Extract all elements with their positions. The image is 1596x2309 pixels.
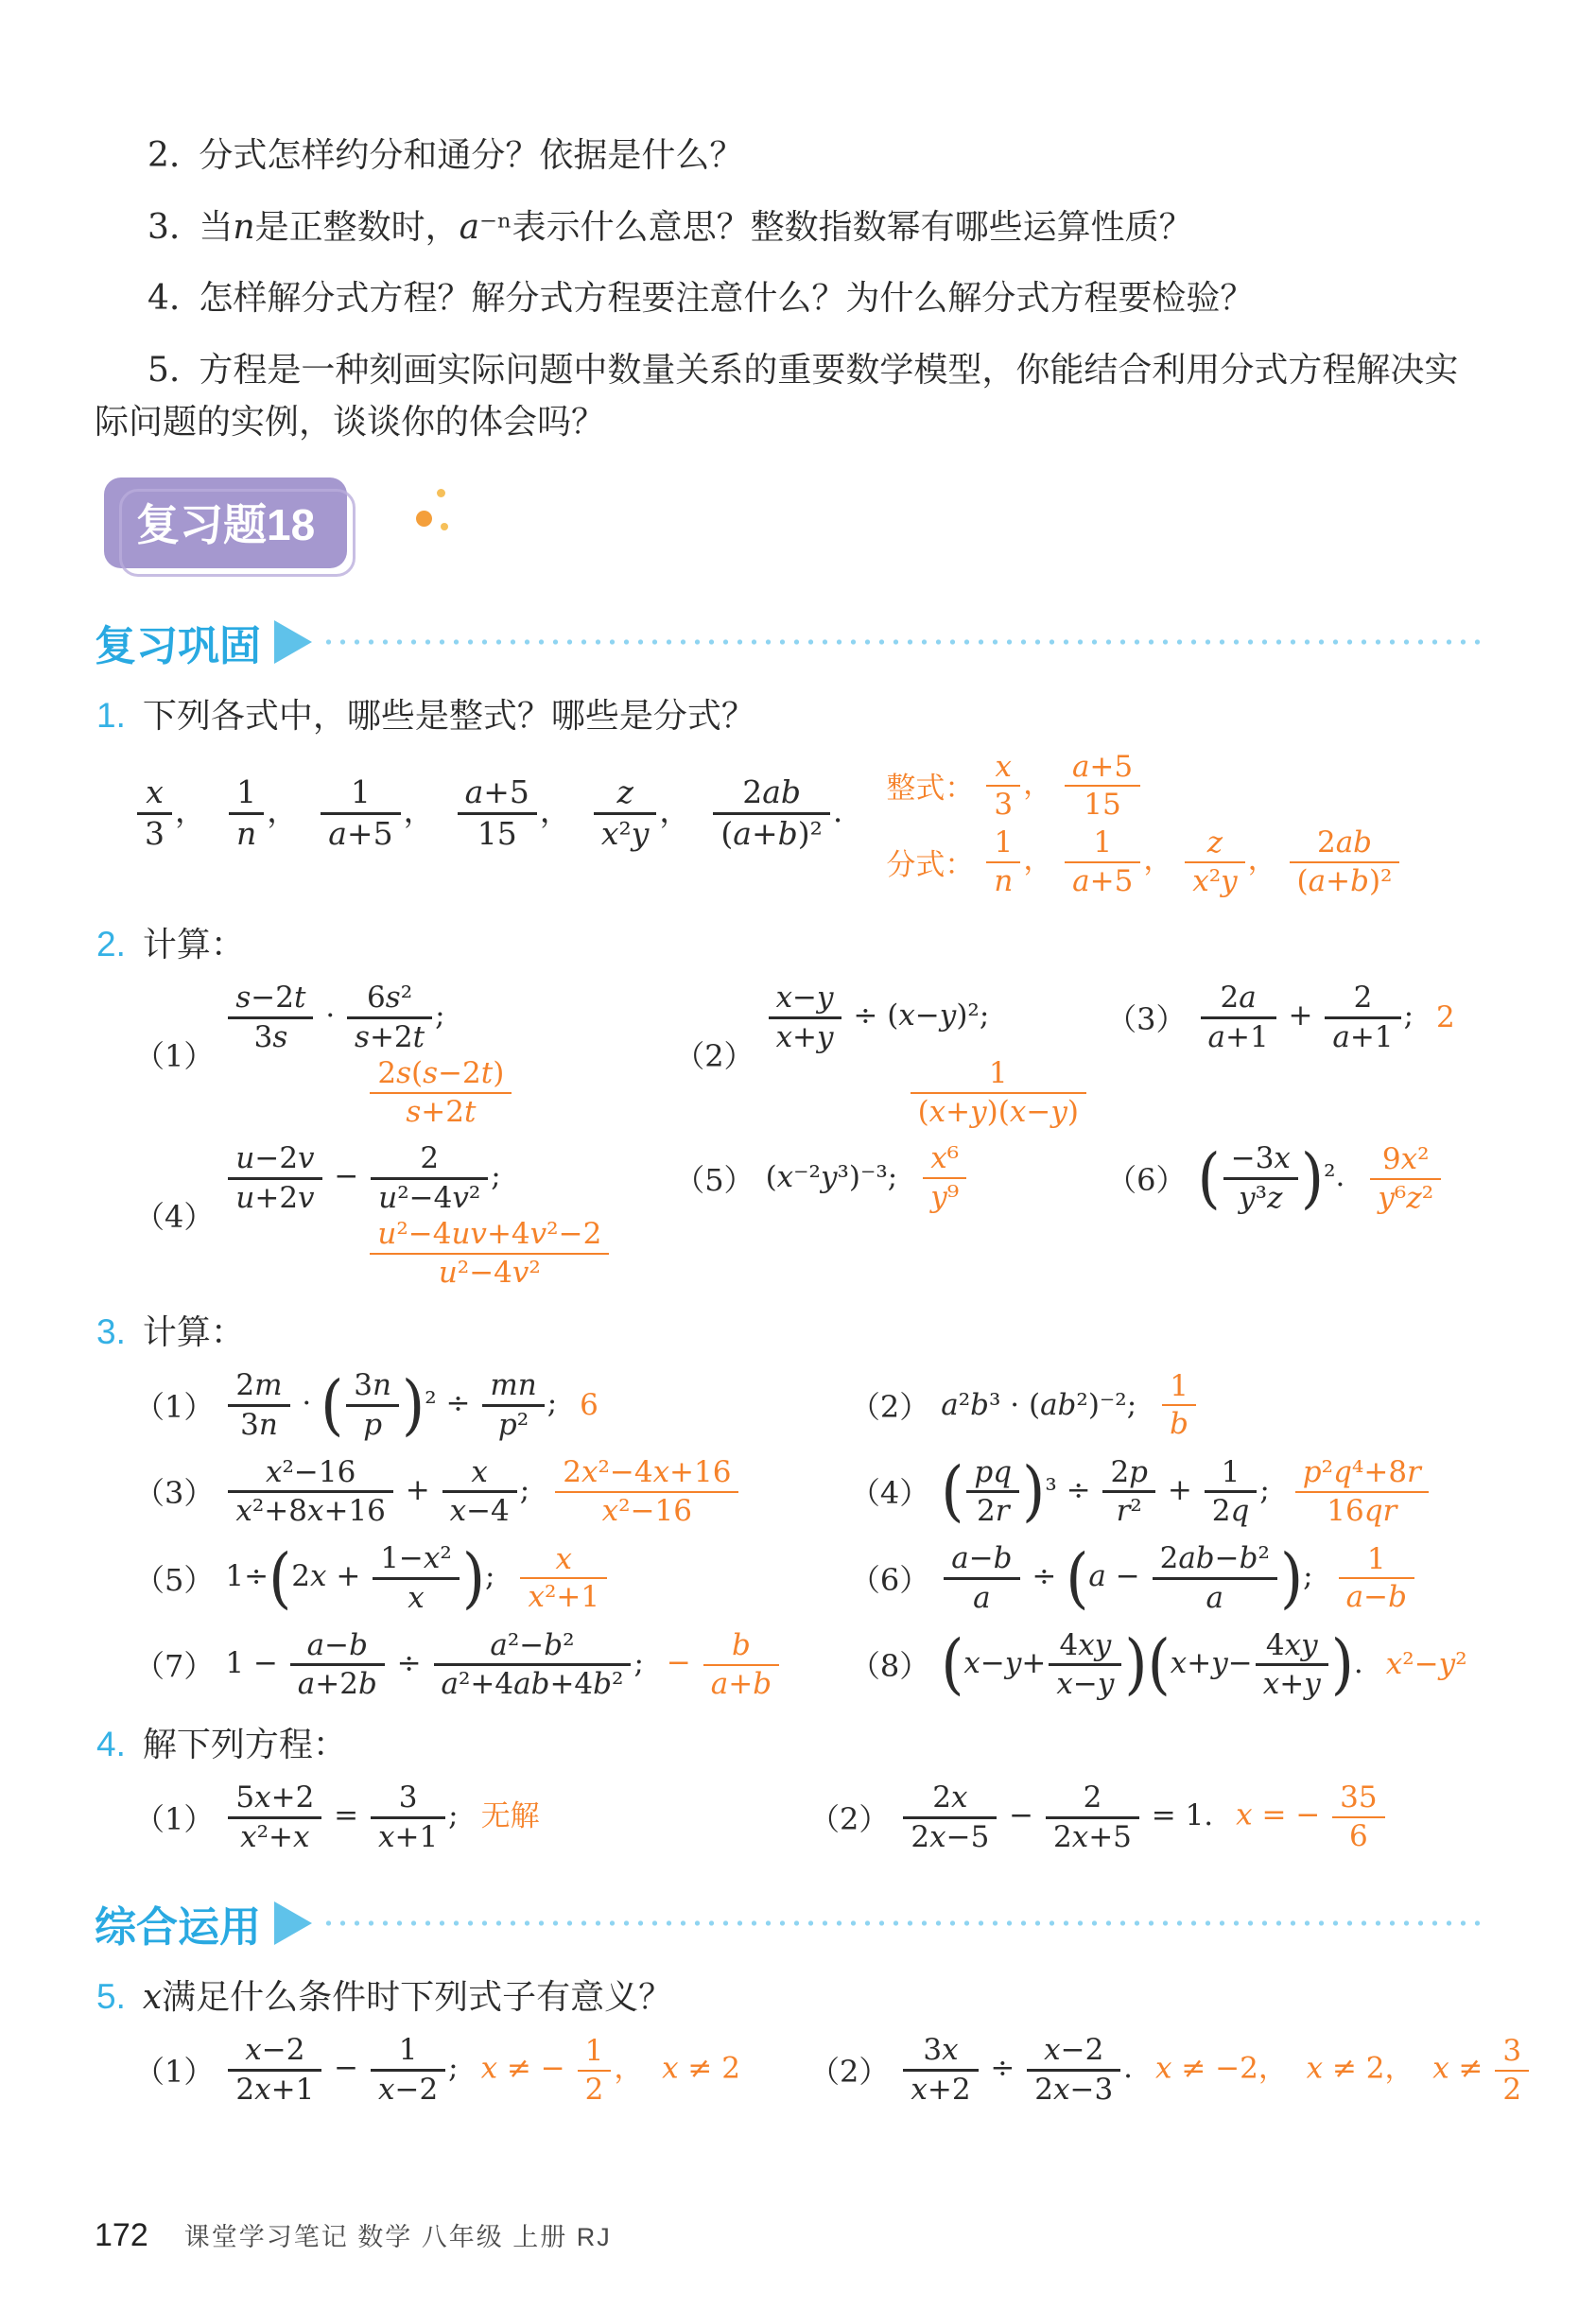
math-row bbox=[95, 1138, 1484, 1290]
exercise-item bbox=[1106, 1138, 1484, 1217]
math-expression: $\frac{\text{x²−16}}{\text{x²+8x+16}}$ + $\frac{x}{x-4}$ ; bbox=[225, 1455, 529, 1528]
dotted-line bbox=[321, 1919, 1484, 1927]
answer-math: x ≠ −2， x ≠ 2， x ≠ $\frac{3}{2}$ bbox=[1155, 2034, 1532, 2106]
badge-label: 复习题18 bbox=[136, 499, 316, 549]
exercise-item bbox=[134, 2033, 809, 2106]
answer-label: 分式： bbox=[886, 847, 975, 882]
answer-math: 2 bbox=[1436, 999, 1455, 1034]
answer-math: − $\frac{b}{a+b}$ bbox=[667, 1628, 782, 1700]
question-prompt: 计算： bbox=[142, 926, 245, 965]
exercise-item bbox=[674, 1141, 1106, 1213]
exercise-item bbox=[849, 1624, 1484, 1703]
math-row bbox=[95, 981, 1484, 1128]
math-expression: $\frac{x-y}{x+y}$ ÷ (x−y)²; bbox=[766, 981, 990, 1053]
math-expression: a²b³ · (ab²)⁻²; bbox=[941, 1387, 1137, 1422]
item-label: （8） bbox=[849, 1648, 930, 1685]
math-expression: $\frac{2x}{2x-5}$ − $\frac{2}{2x+5}$ = 1. bbox=[900, 1780, 1213, 1853]
exercise-item bbox=[850, 1369, 1484, 1441]
review-badge-row bbox=[104, 477, 1484, 572]
answer-math: x²−y² bbox=[1385, 1646, 1467, 1681]
question-number: 2. bbox=[96, 925, 126, 964]
review-exercise-badge bbox=[104, 477, 347, 568]
dotted-line bbox=[321, 638, 1484, 646]
answer-math: 无解 bbox=[480, 1799, 540, 1834]
item-label: （3） bbox=[1106, 1001, 1187, 1038]
intro-item bbox=[95, 130, 1484, 182]
question-head bbox=[95, 1718, 1484, 1771]
intro-item-number: 5. bbox=[147, 351, 181, 391]
intro-item-number: 4. bbox=[147, 279, 181, 319]
math-expression: $\frac{x}{3}$ ， $\frac{1}{n}$ ， $\frac{1}{a+5}$ ， $\frac{a+5}{15}$ ， $\frac{z}{\text{x²y}}$ ， $\frac{2ab}{\text{(a+b)²}}$ . bbox=[134, 774, 842, 852]
intro-item-text: 方程是一种刻画实际问题中数量关系的重要数学模型，你能结合利用分式方程解决实际问题的实例，谈谈你的体会吗？ bbox=[95, 351, 1459, 442]
intro-item-text: 分式怎样约分和通分？依据是什么？ bbox=[199, 136, 744, 175]
math-row bbox=[95, 1780, 1484, 1853]
exercise-item bbox=[134, 1780, 809, 1853]
footer-text: 课堂学习笔记 数学 八年级 上册 RJ bbox=[183, 2223, 612, 2251]
answer-math: $\frac{1}{b}$ bbox=[1159, 1369, 1199, 1441]
item-label: （2） bbox=[809, 2054, 890, 2091]
item-label: （1） bbox=[134, 1800, 215, 1837]
question-prompt: 下列各式中，哪些是整式？哪些是分式？ bbox=[142, 696, 755, 736]
math-row bbox=[95, 1624, 1484, 1703]
exercise-item bbox=[134, 981, 674, 1128]
answer-math: $\frac{\text{9x²}}{\text{y⁶z²}}$ bbox=[1367, 1142, 1444, 1214]
sparkle-icon bbox=[441, 523, 448, 530]
math-expression: $\frac{3x}{x+2}$ ÷ $\frac{x-2}{2x-3}$ . bbox=[900, 2033, 1133, 2106]
sparkle-icon bbox=[416, 511, 432, 527]
answer-math: $\frac{\text{u²−4uv+4v²−2}}{\text{u²−4v²}}$ bbox=[367, 1217, 612, 1289]
answer-math: $\frac{\text{x⁶}}{\text{y⁹}}$ bbox=[920, 1141, 969, 1213]
intro-item bbox=[95, 273, 1484, 325]
math-expression: ( $\frac{-3x}{\text{y³z}}$ )². bbox=[1197, 1138, 1345, 1217]
exercise-item bbox=[134, 1628, 850, 1701]
intro-questions bbox=[95, 130, 1484, 449]
answer-math: $\frac{1}{n}$ ， $\frac{1}{a+5}$ ， $\frac{z}{\text{x²y}}$ ， $\frac{2ab}{\text{(a+b)²}}$ bbox=[983, 825, 1402, 897]
math-expression: $\frac{5x+2}{\text{x²+x}}$ = $\frac{3}{x+1}$ ; bbox=[225, 1780, 458, 1853]
math-expression: $\frac{2a}{a+1}$ + $\frac{2}{a+1}$ ; bbox=[1198, 981, 1414, 1053]
exercise-item bbox=[849, 1451, 1484, 1530]
item-label: （1） bbox=[134, 2054, 215, 2091]
intro-item-text: 当n是正整数时，a⁻ⁿ表示什么意思？整数指数幂有哪些运算性质？ bbox=[199, 207, 1193, 247]
intro-item-number: 3. bbox=[147, 207, 181, 247]
page-number: 172 bbox=[95, 2217, 148, 2253]
item-label: （3） bbox=[134, 1475, 215, 1512]
answer-math: $\frac{x}{3}$ ， $\frac{a+5}{15}$ bbox=[983, 750, 1143, 822]
item-label: （4） bbox=[134, 1199, 215, 1236]
item-label: （1） bbox=[134, 1038, 215, 1075]
section-title: 综合运用 bbox=[95, 1904, 261, 1952]
item-label: （5） bbox=[674, 1161, 755, 1198]
intro-item bbox=[95, 202, 1484, 254]
question-head bbox=[95, 1306, 1484, 1359]
math-expression: $\frac{s-2t}{3s}$ · $\frac{\text{6s²}}{s+2t}$ ; bbox=[225, 981, 444, 1053]
math-expression: 1÷(2x + $\frac{\text{1−x²}}{x}$ ); bbox=[225, 1538, 495, 1617]
answer-label: 整式： bbox=[886, 772, 975, 807]
math-row bbox=[95, 1365, 1484, 1444]
question-number: 1. bbox=[96, 695, 126, 735]
section-title: 复习巩固 bbox=[95, 622, 261, 669]
answer-math: $\frac{x}{\text{x²+1}}$ bbox=[517, 1542, 610, 1614]
question-head bbox=[95, 689, 1484, 742]
exercise-item bbox=[809, 2033, 1522, 2108]
question-prompt: x满足什么条件时下列式子有意义？ bbox=[142, 1978, 673, 2018]
item-label: （6） bbox=[849, 1561, 930, 1598]
exercise-item bbox=[134, 1538, 850, 1617]
intro-item-number: 2. bbox=[147, 136, 181, 175]
question-3 bbox=[95, 1306, 1484, 1701]
question-number: 5. bbox=[96, 1977, 126, 2017]
exercise-item bbox=[674, 981, 1106, 1128]
item-label: （1） bbox=[134, 1388, 215, 1425]
item-label: （2） bbox=[674, 1038, 755, 1075]
answer-annotation bbox=[886, 750, 1402, 902]
question-number: 4. bbox=[96, 1724, 126, 1763]
triangle-icon bbox=[274, 620, 312, 664]
answer-math: $\frac{1}{(x+y)(x-y)}$ bbox=[908, 1056, 1089, 1128]
question-2 bbox=[95, 918, 1484, 1289]
item-label: （4） bbox=[849, 1475, 930, 1512]
question-head bbox=[95, 918, 1484, 971]
exercise-item bbox=[134, 1365, 850, 1444]
item-label: （2） bbox=[849, 1388, 930, 1425]
question-head bbox=[95, 1970, 1484, 2023]
math-row bbox=[95, 1538, 1484, 1617]
math-expression: $\frac{u-2v}{u+2v}$ − $\frac{2}{\text{u²−4v²}}$ ; bbox=[225, 1141, 500, 1214]
answer-math: 6 bbox=[580, 1387, 598, 1422]
answer-math: $\frac{2s(s-2t)}{s+2t}$ bbox=[367, 1056, 514, 1128]
exercise-item bbox=[134, 1141, 674, 1289]
math-expression: $\frac{a-b}{a}$ ÷ (a − $\frac{\text{2ab−b²}}{a}$ ); bbox=[941, 1541, 1312, 1614]
math-expression: ( $\frac{pq}{2r}$ )³ ÷ $\frac{2p}{\text{r²}}$ + $\frac{1}{2q}$ ; bbox=[941, 1451, 1270, 1530]
intro-item-text: 怎样解分式方程？解分式方程要注意什么？为什么解分式方程要检验？ bbox=[199, 279, 1255, 319]
question-prompt: 计算： bbox=[142, 1313, 245, 1353]
answer-line bbox=[886, 825, 1402, 897]
answer-math: $\frac{\text{p²q⁴+8r}}{16qr}$ bbox=[1292, 1455, 1431, 1527]
question-number: 3. bbox=[96, 1312, 126, 1352]
math-expression: $\frac{x-2}{2x+1}$ − $\frac{1}{x-2}$ ; bbox=[225, 2033, 458, 2106]
math-row bbox=[95, 2033, 1522, 2108]
exercise-item bbox=[134, 1455, 850, 1528]
math-expression: $\frac{2m}{3n}$ · ( $\frac{3n}{p}$ )² ÷ $\frac{mn}{\text{p²}}$ ; bbox=[225, 1368, 557, 1441]
answer-math: $\frac{\text{2x²−4x+16}}{\text{x²−16}}$ bbox=[552, 1455, 741, 1527]
math-expression: (x⁻²y³)⁻³; bbox=[765, 1160, 898, 1195]
answer-math: x = − $\frac{35}{6}$ bbox=[1236, 1780, 1387, 1852]
question-prompt: 解下列方程： bbox=[142, 1725, 347, 1764]
footer bbox=[95, 2216, 612, 2254]
math-expression: 1 − $\frac{a-b}{a+2b}$ ÷ $\frac{\text{a²−b²}}{\text{a²+4ab+4b²}}$ ; bbox=[225, 1627, 644, 1702]
item-label: （6） bbox=[1106, 1162, 1187, 1199]
question-body bbox=[95, 750, 1484, 902]
math-row bbox=[95, 1451, 1484, 1530]
item-label: （5） bbox=[134, 1561, 215, 1598]
section-header-review bbox=[95, 612, 1484, 672]
math-expression: (x−y+ $\frac{4xy}{x-y}$ )(x+y− $\frac{4xy}{x+y}$ ). bbox=[941, 1624, 1363, 1703]
intro-item bbox=[95, 345, 1484, 448]
answer-math: x ≠ − $\frac{1}{2}$ ， x ≠ 2 bbox=[480, 2033, 740, 2107]
question-5 bbox=[95, 1970, 1522, 2108]
sparkle-icon bbox=[437, 489, 445, 497]
exercise-item bbox=[1106, 981, 1484, 1053]
triangle-icon bbox=[274, 1901, 312, 1945]
question-1 bbox=[95, 689, 1484, 902]
answer-line bbox=[886, 750, 1402, 822]
answer-math: $\frac{1}{a-b}$ bbox=[1336, 1542, 1417, 1614]
question-4 bbox=[95, 1718, 1484, 1853]
section-header-comprehensive bbox=[95, 1893, 1484, 1953]
item-label: （7） bbox=[134, 1648, 215, 1685]
exercise-item bbox=[809, 1780, 1484, 1853]
item-label: （2） bbox=[809, 1800, 890, 1837]
exercise-item bbox=[849, 1538, 1484, 1617]
